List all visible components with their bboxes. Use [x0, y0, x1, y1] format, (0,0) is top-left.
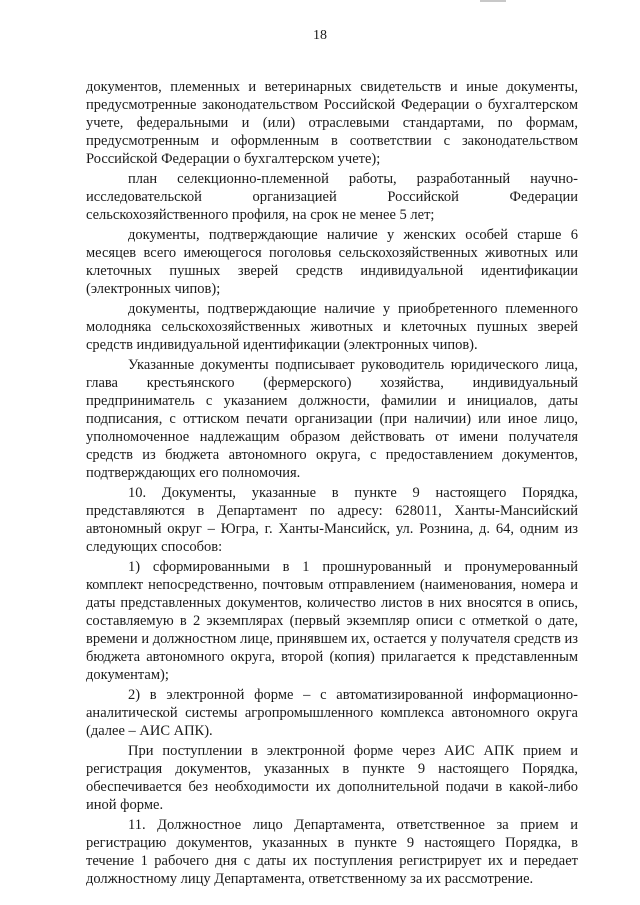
scan-corner-mark [480, 0, 506, 2]
paragraph-method-1: 1) сформированными в 1 прошнурованный и пронумерованный комплект непосредственно, почтовым отправлением (наименования, номера и даты представленных документов, количество листов в них вносятся в опись, составляемую в 2 экземплярах (первый экземпляр описи с отметкой о дате, времени и должностном лице, принявшем их, остается у получателя средств из бюджета автономного округа, второй (копия) прилагается к представленным документам); [86, 559, 578, 683]
page-number: 18 [313, 28, 327, 43]
paragraph-item-10: 10. Документы, указанные в пункте 9 настоящего Порядка, представляются в Департамент по адресу: 628011, Ханты-Мансийский автономный округ – Югра, г. Ханты-Мансийск, ул. Рознина, д. 64, одним из следующих способов: [86, 485, 578, 555]
document-body [86, 78, 578, 890]
paragraph-signing-rules: Указанные документы подписывает руководитель юридического лица, глава крестьянского (фермерского) хозяйства, индивидуальный предприниматель с указанием должности, фамилии и инициалов, даты подписания, с оттиском печати организации (при наличии) или иное лицо, уполномоченное надлежащим образом действовать от имени получателя средств из бюджета автономного округа, с предоставлением документов, подтверждающих его полномочия. [86, 357, 578, 481]
paragraph-female-identification: документы, подтверждающие наличие у женских особей старше 6 месяцев всего имеющегося поголовья сельскохозяйственных животных или клеточных пушных зверей средств индивидуальной идентификации (электронных чипов); [86, 227, 578, 297]
paragraph-breeding-plan: план селекционно-племенной работы, разработанный научно-исследовательской организацией Российской Федерации сельскохозяйственного профиля, на срок не менее 5 лет; [86, 171, 578, 223]
paragraph-documents-continuation: документов, племенных и ветеринарных свидетельств и иные документы, предусмотренные законодательством Российской Федерации о бухгалтерском учете, федеральными и (или) отраслевыми стандартами, по формам, предусмотренным и оформленным в соответствии с законодательством Российской Федерации о бухгалтерском учете); [86, 79, 578, 167]
paragraph-electronic-receipt: При поступлении в электронной форме через АИС АПК прием и регистрация документов, указанных в пункте 9 настоящего Порядка, обеспечивается без необходимости их дополнительной подачи в какой-либо иной форме. [86, 743, 578, 813]
paragraph-method-2: 2) в электронной форме – с автоматизированной информационно-аналитической системы агропромышленного комплекса автономного округа (далее – АИС АПК). [86, 687, 578, 739]
paragraph-young-stock-identification: документы, подтверждающие наличие у приобретенного племенного молодняка сельскохозяйственных животных и клеточных пушных зверей средств индивидуальной идентификации (электронных чипов). [86, 301, 578, 353]
paragraph-item-11: 11. Должностное лицо Департамента, ответственное за прием и регистрацию документов, указанных в пункте 9 настоящего Порядка, в течение 1 рабочего дня с даты их поступления регистрирует их и передает должностному лицу Департамента, ответственному за их рассмотрение. [86, 817, 578, 887]
